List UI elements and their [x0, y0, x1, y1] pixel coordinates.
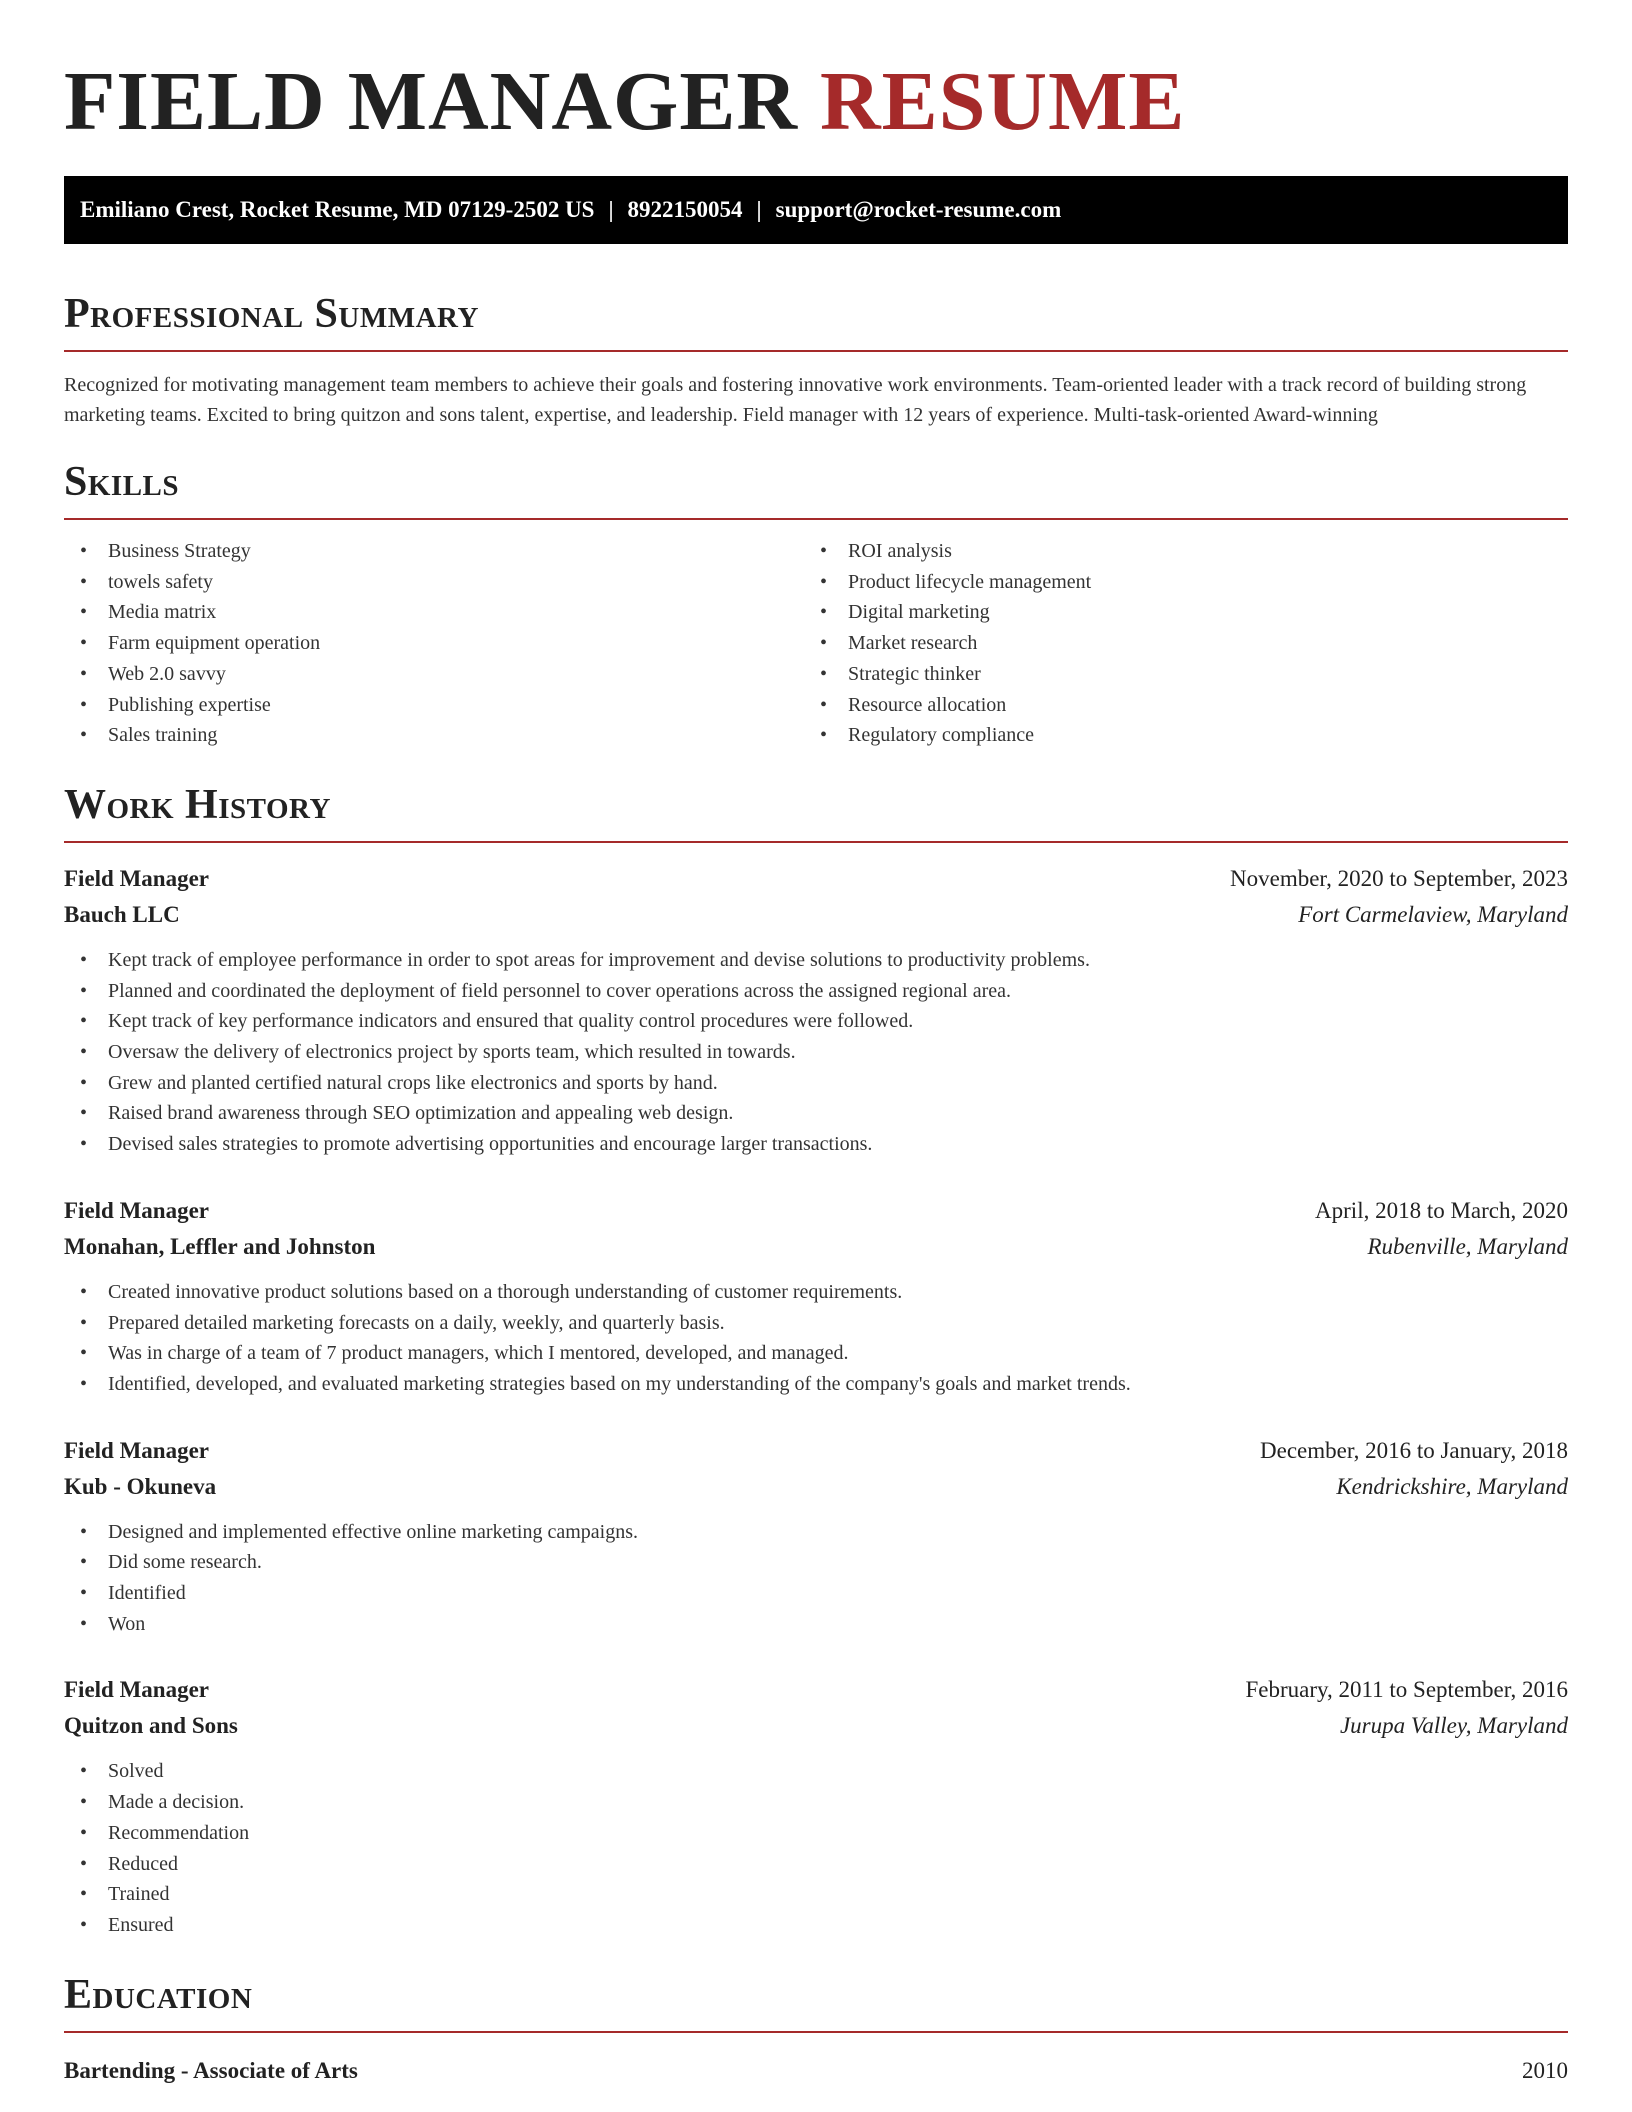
- job-company: Kub - Okuneva: [64, 1473, 217, 1499]
- skills-list-left: [64, 536, 804, 751]
- skills-list-right: [804, 536, 1544, 751]
- skill-item: • towels safety: [64, 567, 804, 598]
- skill-item: • Sales training: [64, 720, 804, 751]
- job-role: Field Manager: [64, 1677, 209, 1703]
- job-bullet: • Oversaw the delivery of electronics project by sports team, which resulted in towards.: [64, 1037, 1568, 1068]
- job-dates: November, 2020 to September, 2023: [1230, 865, 1568, 891]
- job-bullet: • Kept track of key performance indicators and ensured that quality control procedures were followed.: [64, 1006, 1568, 1037]
- contact-bar: [64, 176, 1568, 244]
- job-bullet: • Was in charge of a team of 7 product managers, which I mentored, developed, and managed.: [64, 1338, 1568, 1369]
- job-bullet: • Prepared detailed marketing forecasts on a daily, weekly, and quarterly basis.: [64, 1308, 1568, 1339]
- job-subheader: [64, 1708, 1568, 1744]
- skill-item: • Digital marketing: [804, 597, 1544, 628]
- job-location: Jurupa Valley, Maryland: [1339, 1713, 1568, 1739]
- job-header: [64, 1433, 1568, 1469]
- job-dates: April, 2018 to March, 2020: [1315, 1197, 1568, 1223]
- contact-address: Emiliano Crest, Rocket Resume, MD 07129-2502 US: [80, 197, 595, 222]
- skill-item: • Resource allocation: [804, 690, 1544, 721]
- skills-columns: [64, 536, 1568, 751]
- job-bullet: • Won: [64, 1609, 1568, 1640]
- job-entry: [64, 1433, 1568, 1640]
- skill-item: • Farm equipment operation: [64, 628, 804, 659]
- job-bullet: • Kept track of employee performance in order to spot areas for improvement and devise solutions to productivity problems.: [64, 945, 1568, 976]
- job-header: [64, 861, 1568, 897]
- job-bullet: • Grew and planted certified natural crops like electronics and sports by hand.: [64, 1068, 1568, 1099]
- job-bullet-list: [64, 945, 1568, 1160]
- summary-heading: Professional Summary: [64, 291, 479, 337]
- job-bullet: • Identified: [64, 1578, 1568, 1609]
- job-bullet: • Trained: [64, 1879, 1568, 1910]
- work-history-heading: Work History: [64, 781, 331, 828]
- contact-separator: |: [756, 197, 762, 222]
- contact-email: support@rocket-resume.com: [775, 197, 1062, 222]
- education-heading: Education: [64, 1971, 253, 2018]
- skill-item: • Business Strategy: [64, 536, 804, 567]
- title-main: FIELD MANAGER: [64, 55, 799, 148]
- job-role: Field Manager: [64, 1197, 209, 1223]
- skills-section: [64, 458, 1568, 751]
- job-bullet: • Made a decision.: [64, 1787, 1568, 1818]
- job-role: Field Manager: [64, 1437, 209, 1463]
- contact-separator: |: [608, 197, 614, 222]
- education-degree: Bartending - Associate of Arts: [64, 2057, 358, 2083]
- skill-item: • Web 2.0 savvy: [64, 659, 804, 690]
- job-entry: [64, 1193, 1568, 1400]
- job-subheader: [64, 1229, 1568, 1265]
- job-company: Quitzon and Sons: [64, 1713, 238, 1739]
- resume-page: [64, 0, 1568, 2089]
- education-entry: [64, 2053, 1568, 2089]
- job-bullet: • Reduced: [64, 1849, 1568, 1880]
- contact-phone: 8922150054: [627, 197, 743, 222]
- job-bullet: • Created innovative product solutions based on a thorough understanding of customer requirements.: [64, 1277, 1568, 1308]
- section-divider: [64, 2031, 1568, 2033]
- job-bullet-list: [64, 1756, 1568, 1940]
- skill-item: • Media matrix: [64, 597, 804, 628]
- job-bullet: • Identified, developed, and evaluated marketing strategies based on my understanding of the company's goals and market trends.: [64, 1369, 1568, 1400]
- skill-item: • ROI analysis: [804, 536, 1544, 567]
- job-entry: [64, 861, 1568, 1160]
- job-bullet: • Planned and coordinated the deployment of field personnel to cover operations across the assigned regional area.: [64, 976, 1568, 1007]
- job-company: Bauch LLC: [64, 901, 180, 927]
- section-divider: [64, 350, 1568, 352]
- job-bullet: • Designed and implemented effective online marketing campaigns.: [64, 1517, 1568, 1548]
- section-divider: [64, 841, 1568, 843]
- job-bullet: • Ensured: [64, 1910, 1568, 1941]
- job-header: [64, 1672, 1568, 1708]
- summary-text: Recognized for motivating management team members to achieve their goals and fostering innovative work environments. Team-oriented leader with a track record of building strong marketing teams. Excited to bring quitzon and sons talent, expertise, and leadership. Field manager with 12 years of experience. Multi-task-oriented Award-winning: [64, 374, 1527, 426]
- job-dates: December, 2016 to January, 2018: [1260, 1437, 1568, 1463]
- summary-section: [64, 290, 1568, 430]
- work-history-section: [64, 781, 1568, 1941]
- job-entry: [64, 1672, 1568, 1940]
- skill-item: • Market research: [804, 628, 1544, 659]
- job-bullet-list: [64, 1277, 1568, 1400]
- job-location: Rubenville, Maryland: [1367, 1233, 1568, 1259]
- skill-item: • Product lifecycle management: [804, 567, 1544, 598]
- job-bullet: • Raised brand awareness through SEO optimization and appealing web design.: [64, 1098, 1568, 1129]
- job-bullet: • Did some research.: [64, 1547, 1568, 1578]
- skill-item: • Strategic thinker: [804, 659, 1544, 690]
- job-bullet: • Solved: [64, 1756, 1568, 1787]
- job-bullet: • Devised sales strategies to promote advertising opportunities and encourage larger transactions.: [64, 1129, 1568, 1160]
- skill-item: • Regulatory compliance: [804, 720, 1544, 751]
- education-year: 2010: [1522, 2057, 1568, 2083]
- job-dates: February, 2011 to September, 2016: [1245, 1677, 1568, 1703]
- skills-heading: Skills: [64, 459, 180, 505]
- job-company: Monahan, Leffler and Johnston: [64, 1233, 376, 1259]
- job-location: Fort Carmelaview, Maryland: [1298, 901, 1568, 927]
- section-divider: [64, 518, 1568, 520]
- job-bullet: • Recommendation: [64, 1818, 1568, 1849]
- resume-title: [64, 0, 1568, 176]
- title-accent: RESUME: [820, 55, 1186, 148]
- job-subheader: [64, 897, 1568, 933]
- job-role: Field Manager: [64, 865, 209, 891]
- job-location: Kendrickshire, Maryland: [1336, 1473, 1568, 1499]
- skill-item: • Publishing expertise: [64, 690, 804, 721]
- job-bullet-list: [64, 1517, 1568, 1640]
- job-subheader: [64, 1469, 1568, 1505]
- job-header: [64, 1193, 1568, 1229]
- education-section: [64, 1971, 1568, 2089]
